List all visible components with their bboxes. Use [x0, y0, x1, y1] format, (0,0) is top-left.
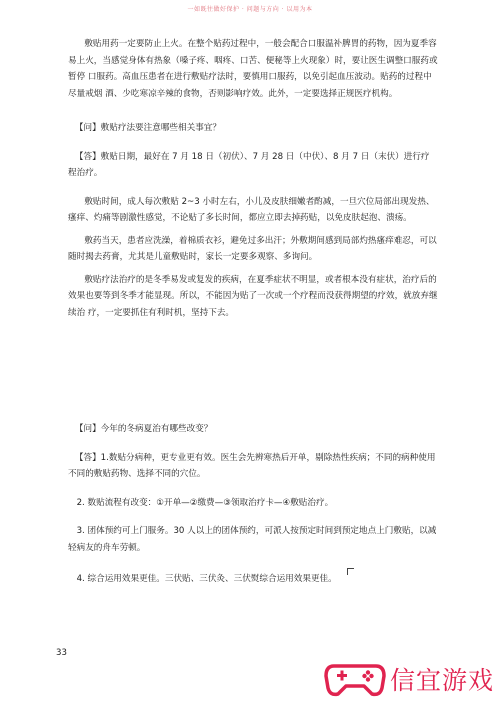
- header-note: 一如既往做好保护 · 问题与方向 · 以用为本: [187, 6, 313, 13]
- document-body: [68, 36, 438, 588]
- answer-2: 【答】1.数贴分病种，更专业更有效。医生会先辨寒热后开单，剔除热性疾病；不同的病种使用不同的敷贴药物、选择不同的穴位。: [68, 452, 436, 479]
- paragraph: 敷贴时间，成人每次敷贴 2~3 小时左右，小儿及皮肤细嫩者酌减，一旦穴位局部出现发热、瘙痒、灼痛等剧激性感觉，不论贴了多长时间，都应立即去掉药贴，以免皮肤起泡、溃疡。: [68, 196, 435, 223]
- paragraph: 敷贴疗法治疗的是冬季易发或复发的疾病，在夏季症状不明显，或者根本没有症状，治疗后的效果也要等到冬季才能显现。所以，不能因为贴了一次或一个疗程而没获得期望的疗效，就放弃继续治 疗，一定要抓住有利时机，坚持下去。: [68, 274, 438, 318]
- answer-1: 【答】敷贴日期，最好在 7 月 18 日（初伏）、7 月 28 日（中伏）、8 月 7 日（末伏）进行疗程治疗。: [68, 151, 430, 178]
- watermark: [324, 659, 494, 699]
- list-item-text: 4. 综合运用效果更佳。三伏贴、三伏灸、三伏熨综合运用效果更佳。: [76, 574, 337, 584]
- question-1: 【问】敷贴疗法要注意哪些相关事宜？: [74, 123, 221, 133]
- paragraph: 敷贴用药一定要防止上火。在整个贴药过程中，一般会配合口服温补脾胃的药物，因为夏季容易上火，当感觉身体有热象（嗓子疼、咽疼、口苦、便秘等上火现象）时，要让医生调整口服药或暂停 口服药。高血压患者在进行敷贴疗法时，要慎用口服药，以免引起血压波动。贴药的过程中尽量戒烟 酒、少吃寒凉辛辣的食物，否则影响疗效。此外，一定要选择正规医疗机构。: [68, 39, 438, 99]
- question-2: 【问】今年的冬病夏治有哪些改变？: [74, 424, 213, 434]
- corner-mark-icon: [347, 568, 354, 575]
- paragraph: 敷药当天，患者应洗澡，着棉质衣衫，避免过多出汗；外敷期间感到局部灼热瘙痒难忍，可以随时揭去药膏，尤其是儿童敷贴时，家长一定要多观察、多询问。: [68, 235, 437, 262]
- list-item: 2. 数贴流程有改变：①开单—②缴费—③领取治疗卡—④敷贴治疗。: [76, 497, 334, 508]
- gamepad-logo-icon: [324, 660, 386, 698]
- page-number: 33: [56, 648, 67, 658]
- watermark-text: 信宜游戏: [389, 666, 494, 695]
- list-item: 3. 团体预约可上门服务。30 人以上的团体预约，可派人按预定时间到预定地点上门敷贴，以减轻病友的舟车劳顿。: [68, 526, 437, 553]
- list-item: [68, 568, 438, 588]
